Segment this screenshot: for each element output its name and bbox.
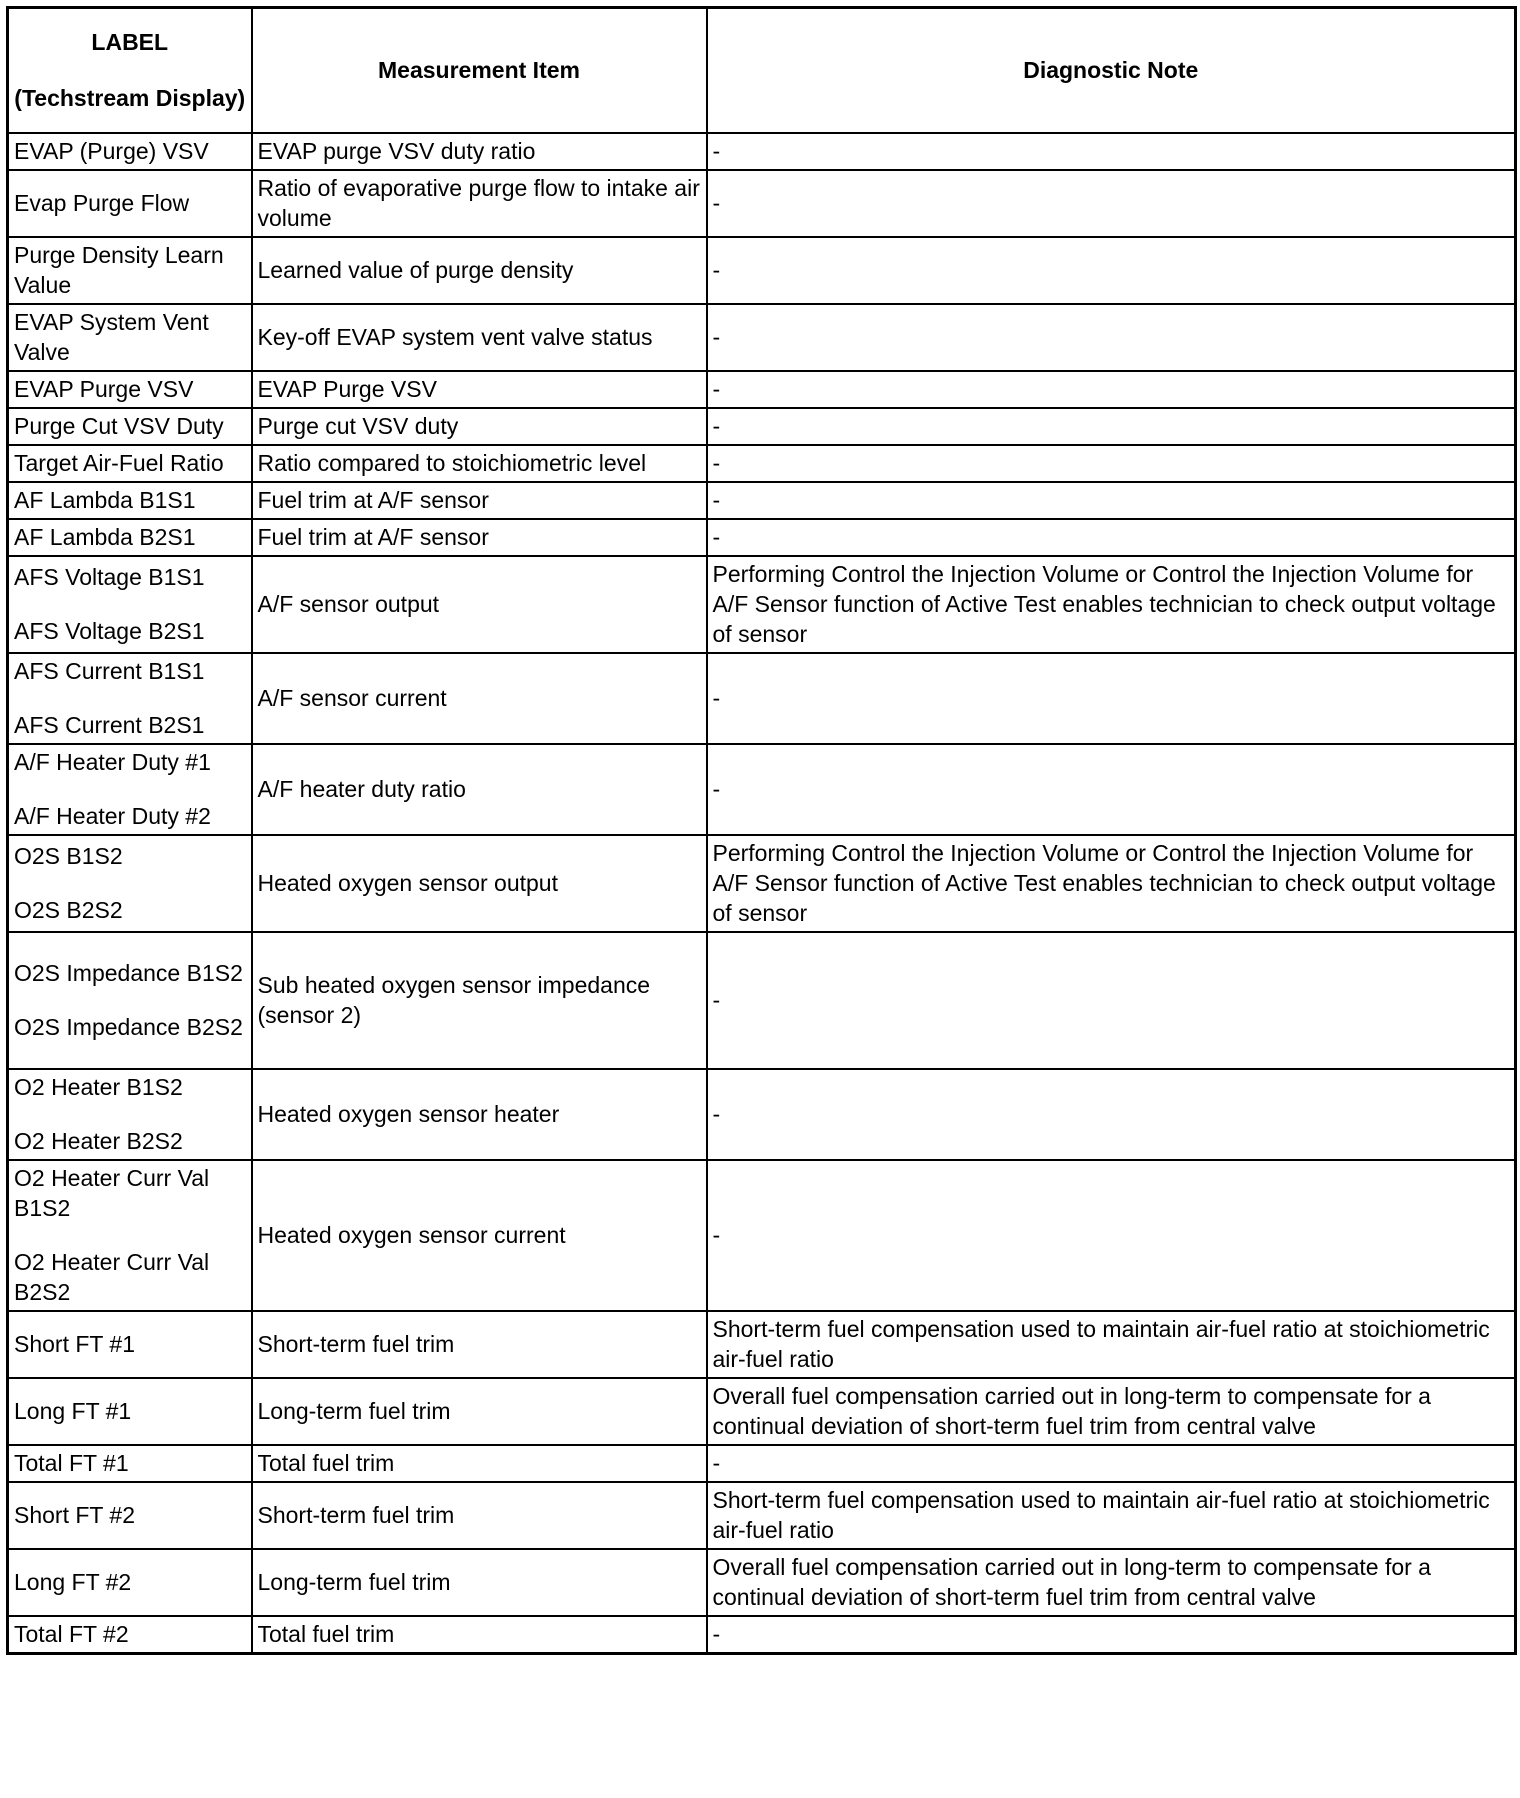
- label-cell: [8, 653, 252, 744]
- diagnostic-note-cell: Overall fuel compensation carried out in long-term to compensate for a continual deviation of short-term fuel trim from central valve: [707, 1378, 1516, 1445]
- diagnostic-note-cell: -: [707, 170, 1516, 237]
- label-cell: [8, 371, 252, 408]
- measurement-item-cell: Key-off EVAP system vent valve status: [252, 304, 707, 371]
- diagnostic-note-cell: Performing Control the Injection Volume or Control the Injection Volume for A/F Sensor function of Active Test enables technician to check output voltage of sensor: [707, 835, 1516, 932]
- table-body: [8, 133, 1516, 1654]
- diagnostic-note-cell: -: [707, 1069, 1516, 1160]
- label-cell: [8, 1549, 252, 1616]
- label-text: EVAP System Vent Valve: [14, 308, 209, 365]
- label-text: Short FT #2: [14, 1501, 136, 1528]
- measurement-item-cell: A/F heater duty ratio: [252, 744, 707, 835]
- header-label-title: LABEL: [91, 29, 169, 56]
- measurement-item-cell: Short-term fuel trim: [252, 1311, 707, 1378]
- label-cell: [8, 408, 252, 445]
- label-gap: [14, 686, 246, 710]
- diagnostic-note-cell: -: [707, 445, 1516, 482]
- label-text: AF Lambda B1S1: [14, 486, 196, 513]
- label-gap: [14, 1223, 246, 1247]
- label-text: AF Lambda B2S1: [14, 523, 196, 550]
- measurement-item-cell: EVAP purge VSV duty ratio: [252, 133, 707, 170]
- header-label-subtitle: (Techstream Display): [14, 85, 246, 112]
- measurement-item-cell: Short-term fuel trim: [252, 1482, 707, 1549]
- label-cell: [8, 556, 252, 653]
- measurement-item-cell: Total fuel trim: [252, 1445, 707, 1482]
- diagnostic-note-cell: -: [707, 1616, 1516, 1654]
- label-gap: [14, 871, 246, 895]
- diagnostic-note-cell: -: [707, 133, 1516, 170]
- label-text: Purge Density Learn Value: [14, 241, 224, 298]
- measurement-item-cell: EVAP Purge VSV: [252, 371, 707, 408]
- table-row: [8, 1378, 1516, 1445]
- table-row: [8, 170, 1516, 237]
- label-text: O2S B1S2: [14, 842, 123, 869]
- table-row: [8, 371, 1516, 408]
- table-row: [8, 835, 1516, 932]
- label-text: EVAP Purge VSV: [14, 375, 194, 402]
- diagnostic-note-cell: -: [707, 1160, 1516, 1311]
- label-text: O2S B2S2: [14, 896, 123, 923]
- measurement-item-cell: Total fuel trim: [252, 1616, 707, 1654]
- label-text: O2 Heater B2S2: [14, 1127, 183, 1154]
- table-row: [8, 744, 1516, 835]
- label-cell: [8, 237, 252, 304]
- measurement-item-cell: Heated oxygen sensor heater: [252, 1069, 707, 1160]
- label-text: Short FT #1: [14, 1330, 136, 1357]
- diagnostic-note-cell: -: [707, 482, 1516, 519]
- diagnostic-note-cell: -: [707, 371, 1516, 408]
- label-cell: [8, 1069, 252, 1160]
- table-row: [8, 1549, 1516, 1616]
- measurement-item-cell: A/F sensor current: [252, 653, 707, 744]
- diagnostic-note-cell: Overall fuel compensation carried out in long-term to compensate for a continual deviation of short-term fuel trim from central valve: [707, 1549, 1516, 1616]
- measurement-item-cell: Heated oxygen sensor output: [252, 835, 707, 932]
- measurement-item-cell: Sub heated oxygen sensor impedance (sensor 2): [252, 932, 707, 1069]
- label-text: A/F Heater Duty #1: [14, 748, 211, 775]
- table-row: [8, 556, 1516, 653]
- table-row: [8, 653, 1516, 744]
- label-text: O2 Heater Curr Val B2S2: [14, 1248, 210, 1305]
- diagnostic-note-cell: -: [707, 519, 1516, 556]
- label-cell: [8, 1482, 252, 1549]
- label-cell: [8, 1311, 252, 1378]
- label-text: O2 Heater Curr Val B1S2: [14, 1164, 210, 1221]
- diagnostic-note-cell: -: [707, 304, 1516, 371]
- measurement-item-cell: Fuel trim at A/F sensor: [252, 519, 707, 556]
- label-text: O2S Impedance B1S2: [14, 959, 243, 986]
- label-text: Long FT #2: [14, 1568, 132, 1595]
- diagnostic-table-sheet: [6, 6, 1514, 1655]
- table-row: [8, 1160, 1516, 1311]
- measurement-item-cell: Long-term fuel trim: [252, 1549, 707, 1616]
- label-gap: [14, 1102, 246, 1126]
- table-row: [8, 304, 1516, 371]
- table-row: [8, 519, 1516, 556]
- measurement-item-cell: Fuel trim at A/F sensor: [252, 482, 707, 519]
- label-cell: [8, 445, 252, 482]
- diagnostic-data-table: [6, 6, 1517, 1655]
- measurement-item-cell: Ratio of evaporative purge flow to intake air volume: [252, 170, 707, 237]
- label-text: Total FT #1: [14, 1449, 129, 1476]
- label-cell: [8, 519, 252, 556]
- table-row: [8, 445, 1516, 482]
- label-text: Total FT #2: [14, 1620, 129, 1647]
- label-text: AFS Voltage B2S1: [14, 617, 205, 644]
- header-label: [8, 8, 252, 133]
- header-measurement-item: Measurement Item: [252, 8, 707, 133]
- label-cell: [8, 932, 252, 1069]
- measurement-item-cell: Heated oxygen sensor current: [252, 1160, 707, 1311]
- table-row: [8, 1482, 1516, 1549]
- header-diagnostic-note: Diagnostic Note: [707, 8, 1516, 133]
- label-cell: [8, 835, 252, 932]
- label-text: AFS Current B2S1: [14, 711, 205, 738]
- label-cell: [8, 482, 252, 519]
- table-row: [8, 482, 1516, 519]
- diagnostic-note-cell: -: [707, 237, 1516, 304]
- label-text: EVAP (Purge) VSV: [14, 137, 209, 164]
- label-gap: [14, 592, 246, 616]
- label-text: Evap Purge Flow: [14, 189, 190, 216]
- label-cell: [8, 1378, 252, 1445]
- label-text: AFS Current B1S1: [14, 657, 205, 684]
- label-cell: [8, 133, 252, 170]
- table-row: [8, 133, 1516, 170]
- diagnostic-note-cell: -: [707, 932, 1516, 1069]
- label-text: AFS Voltage B1S1: [14, 563, 205, 590]
- diagnostic-note-cell: Performing Control the Injection Volume or Control the Injection Volume for A/F Sensor function of Active Test enables technician to check output voltage of sensor: [707, 556, 1516, 653]
- label-text: O2 Heater B1S2: [14, 1073, 183, 1100]
- diagnostic-note-cell: -: [707, 744, 1516, 835]
- label-cell: [8, 304, 252, 371]
- measurement-item-cell: Purge cut VSV duty: [252, 408, 707, 445]
- label-gap: [14, 777, 246, 801]
- diagnostic-note-cell: -: [707, 653, 1516, 744]
- label-cell: [8, 1160, 252, 1311]
- table-header-row: [8, 8, 1516, 133]
- label-cell: [8, 1616, 252, 1654]
- measurement-item-cell: Ratio compared to stoichiometric level: [252, 445, 707, 482]
- diagnostic-note-cell: -: [707, 408, 1516, 445]
- label-text: O2S Impedance B2S2: [14, 1013, 243, 1040]
- diagnostic-note-cell: -: [707, 1445, 1516, 1482]
- table-row: [8, 1311, 1516, 1378]
- table-row: [8, 408, 1516, 445]
- diagnostic-note-cell: Short-term fuel compensation used to maintain air-fuel ratio at stoichiometric air-fuel ratio: [707, 1482, 1516, 1549]
- table-row: [8, 1616, 1516, 1654]
- measurement-item-cell: Long-term fuel trim: [252, 1378, 707, 1445]
- label-cell: [8, 744, 252, 835]
- table-row: [8, 1069, 1516, 1160]
- measurement-item-cell: Learned value of purge density: [252, 237, 707, 304]
- label-text: A/F Heater Duty #2: [14, 802, 211, 829]
- measurement-item-cell: A/F sensor output: [252, 556, 707, 653]
- header-label-gap: [14, 57, 246, 83]
- table-row: [8, 237, 1516, 304]
- label-gap: [14, 988, 246, 1012]
- label-cell: [8, 1445, 252, 1482]
- label-text: Purge Cut VSV Duty: [14, 412, 224, 439]
- table-row: [8, 932, 1516, 1069]
- label-text: Target Air-Fuel Ratio: [14, 449, 224, 476]
- diagnostic-note-cell: Short-term fuel compensation used to maintain air-fuel ratio at stoichiometric air-fuel ratio: [707, 1311, 1516, 1378]
- table-row: [8, 1445, 1516, 1482]
- label-text: Long FT #1: [14, 1397, 132, 1424]
- label-cell: [8, 170, 252, 237]
